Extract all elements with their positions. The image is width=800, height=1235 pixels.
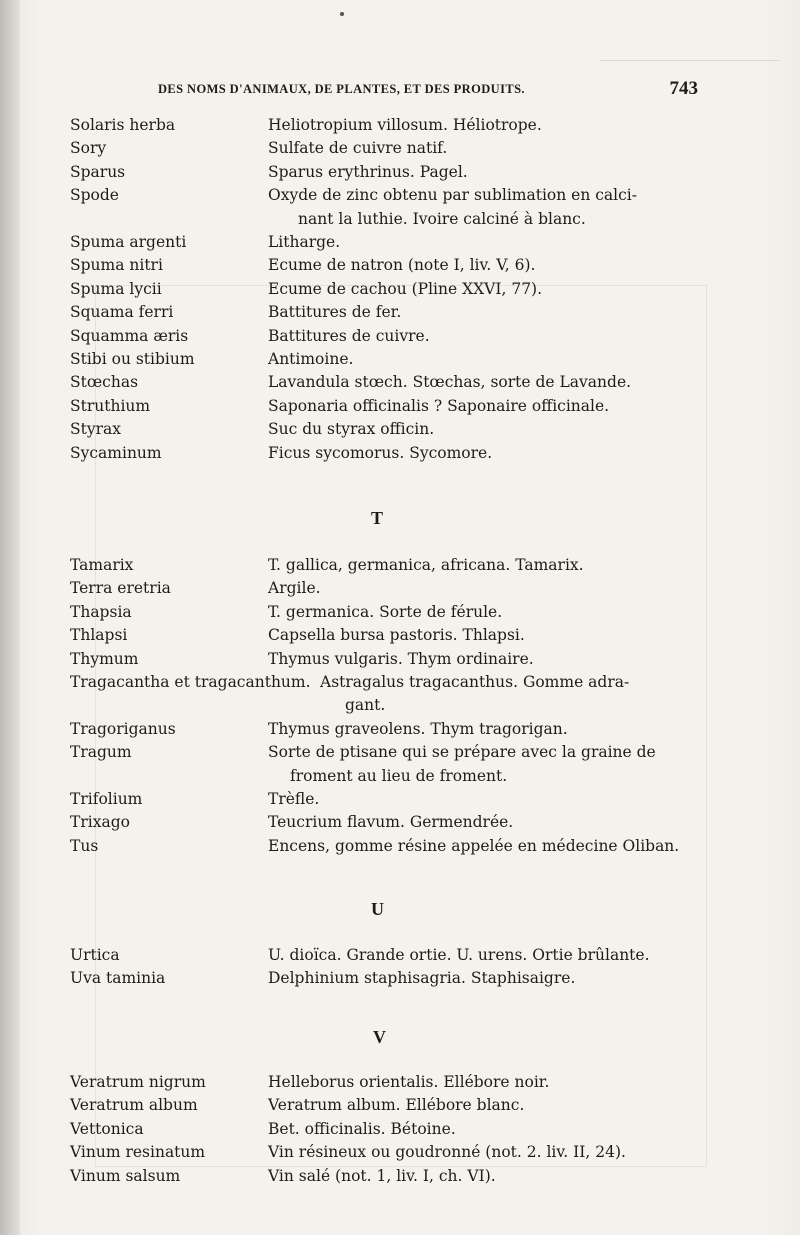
entry-definition: froment au lieu de froment. (290, 766, 508, 785)
glossary-entry (70, 1141, 695, 1163)
glossary-entry (70, 114, 695, 137)
page-number: 743 (669, 78, 698, 99)
entry-definition: Thymus graveolens. Thym tragorigan. (268, 719, 568, 738)
book-spine-shadow (0, 0, 20, 1235)
entry-definition: Vin résineux ou goudronné (not. 2. liv. II, 24). (268, 1143, 626, 1162)
entry-definition: Delphinium staphisagria. Staphisaigre. (268, 969, 576, 988)
entry-term: Urtica (70, 946, 120, 964)
entry-definition: Ficus sycomorus. Sycomore. (268, 443, 493, 462)
entry-definition: Oxyde de zinc obtenu par sublimation en calci- (268, 186, 637, 205)
glossary-entry (70, 741, 695, 788)
glossary-entry (70, 418, 695, 441)
glossary-entry (70, 624, 695, 647)
entry-term: Spode (70, 186, 119, 205)
entry-definition: Argile. (268, 579, 321, 598)
glossary-entry (70, 1165, 695, 1187)
glossary-entry (70, 601, 695, 624)
glossary-entry (70, 325, 695, 348)
entry-definition: Ecume de cachou (Pline XXVI, 77). (268, 279, 543, 298)
glossary-entry (70, 1118, 695, 1140)
entry-definition: Encens, gomme résine appelée en médecine Oliban. (268, 836, 680, 855)
entry-definition: Thymus vulgaris. Thym ordinaire. (268, 649, 534, 668)
entry-term: Stibi ou stibium (70, 350, 195, 368)
entry-definition: Helleborus orientalis. Ellébore noir. (268, 1073, 550, 1091)
entry-definition: Vin salé (not. 1, liv. I, ch. VI). (268, 1166, 496, 1185)
glossary-entry (70, 554, 695, 577)
entry-term: Squama ferri (70, 303, 174, 322)
entry-term: Sycaminum (70, 443, 162, 462)
entry-term: Thapsia (70, 602, 132, 621)
glossary-entry (70, 301, 695, 324)
entry-definition: nant la luthie. Ivoire calciné à blanc. (298, 209, 586, 228)
entry-term: Spuma lycii (70, 279, 162, 298)
entry-definition: Sparus erythrinus. Pagel. (268, 162, 468, 181)
entry-definition: Saponaria officinalis ? Saponaire officinale. (268, 396, 610, 415)
entry-definition: T. gallica, germanica, africana. Tamarix. (268, 556, 584, 574)
entry-term: Terra eretria (70, 579, 171, 598)
entry-term: Vinum resinatum (70, 1143, 206, 1162)
glossary-entry (70, 442, 695, 465)
entry-term: Stœchas (70, 373, 139, 392)
glossary-entry (70, 371, 695, 394)
entry-definition: Bet. officinalis. Bétoine. (268, 1119, 456, 1138)
entry-definition: Suc du styrax officin. (268, 420, 435, 439)
glossary-entry (70, 788, 695, 811)
glossary-entry (70, 671, 695, 718)
entry-definition: Teucrium flavum. Germendrée. (268, 813, 514, 832)
entry-definition: Sorte de ptisane qui se prépare avec la graine de (268, 743, 656, 762)
entry-term: Sory (70, 139, 107, 158)
entry-definition: Battitures de fer. (268, 303, 402, 322)
entry-term: Trixago (70, 813, 130, 832)
glossary-entry (70, 718, 695, 741)
entry-definition: Litharge. (268, 233, 341, 251)
entry-definition: Lavandula stœch. Stœchas, sorte de Lavande. (268, 373, 632, 392)
entry-term: Uva taminia (70, 969, 166, 988)
glossary-entry (70, 184, 695, 231)
glossary-entry (70, 137, 695, 160)
entry-term: Tragacantha et tragacanthum. (70, 673, 311, 691)
entry-term: Struthium (70, 396, 151, 415)
entry-term: Vettonica (70, 1119, 144, 1138)
entry-definition: Sulfate de cuivre natif. (268, 139, 448, 158)
glossary-entry (70, 348, 695, 371)
entry-term: Tragum (70, 743, 132, 762)
entry-definition: Trèfle. (268, 790, 320, 808)
glossary-entry (70, 577, 695, 600)
glossary-entry (70, 967, 695, 989)
entry-definition: Capsella bursa pastoris. Thlapsi. (268, 626, 525, 645)
entry-term: Spuma argenti (70, 233, 187, 251)
entry-term: Thymum (70, 649, 139, 668)
entry-term: Tus (70, 836, 99, 855)
glossary-entry (70, 944, 695, 966)
ink-speck (340, 12, 344, 16)
entry-definition: T. germanica. Sorte de férule. (268, 602, 503, 621)
section-letter-heading: T (371, 508, 384, 528)
entry-term: Tragoriganus (70, 719, 176, 738)
glossary-entry (70, 231, 695, 254)
entry-definition: U. dioïca. Grande ortie. U. urens. Ortie brûlante. (268, 946, 650, 964)
entry-term: Trifolium (70, 790, 143, 808)
entry-term: Solaris herba (70, 116, 176, 134)
entry-definition: Astragalus tragacanthus. Gomme adra- (320, 673, 630, 691)
glossary-entry (70, 278, 695, 301)
glossary-entry (70, 254, 695, 277)
section-letter-heading: V (373, 1027, 386, 1047)
glossary-entry (70, 1071, 695, 1093)
entry-definition: Antimoine. (268, 350, 354, 368)
entry-term: Vinum salsum (70, 1166, 181, 1185)
glossary-entry (70, 1094, 695, 1116)
running-title: DES NOMS D'ANIMAUX, DE PLANTES, ET DES PRODUITS. (158, 82, 525, 96)
glossary-entry (70, 835, 695, 858)
entry-definition: Ecume de natron (note I, liv. V, 6). (268, 256, 536, 275)
glossary-entry (70, 161, 695, 184)
entry-term: Thlapsi (70, 626, 128, 645)
glossary-entry (70, 395, 695, 418)
entry-term: Tamarix (70, 556, 134, 574)
entry-definition: Battitures de cuivre. (268, 326, 430, 345)
entry-term: Sparus (70, 162, 126, 181)
entry-term: Styrax (70, 420, 121, 439)
entry-term: Squamma æris (70, 326, 189, 345)
entry-definition: Veratrum album. Ellébore blanc. (268, 1096, 525, 1115)
entry-definition: gant. (345, 696, 386, 715)
glossary-entry (70, 648, 695, 671)
entry-term: Veratrum nigrum (70, 1073, 206, 1091)
entry-term: Spuma nitri (70, 256, 163, 275)
entry-term: Veratrum album (70, 1096, 198, 1115)
glossary-entry (70, 811, 695, 834)
running-header (158, 80, 698, 102)
entry-definition: Heliotropium villosum. Héliotrope. (268, 116, 542, 134)
section-letter-heading: U (371, 899, 384, 919)
